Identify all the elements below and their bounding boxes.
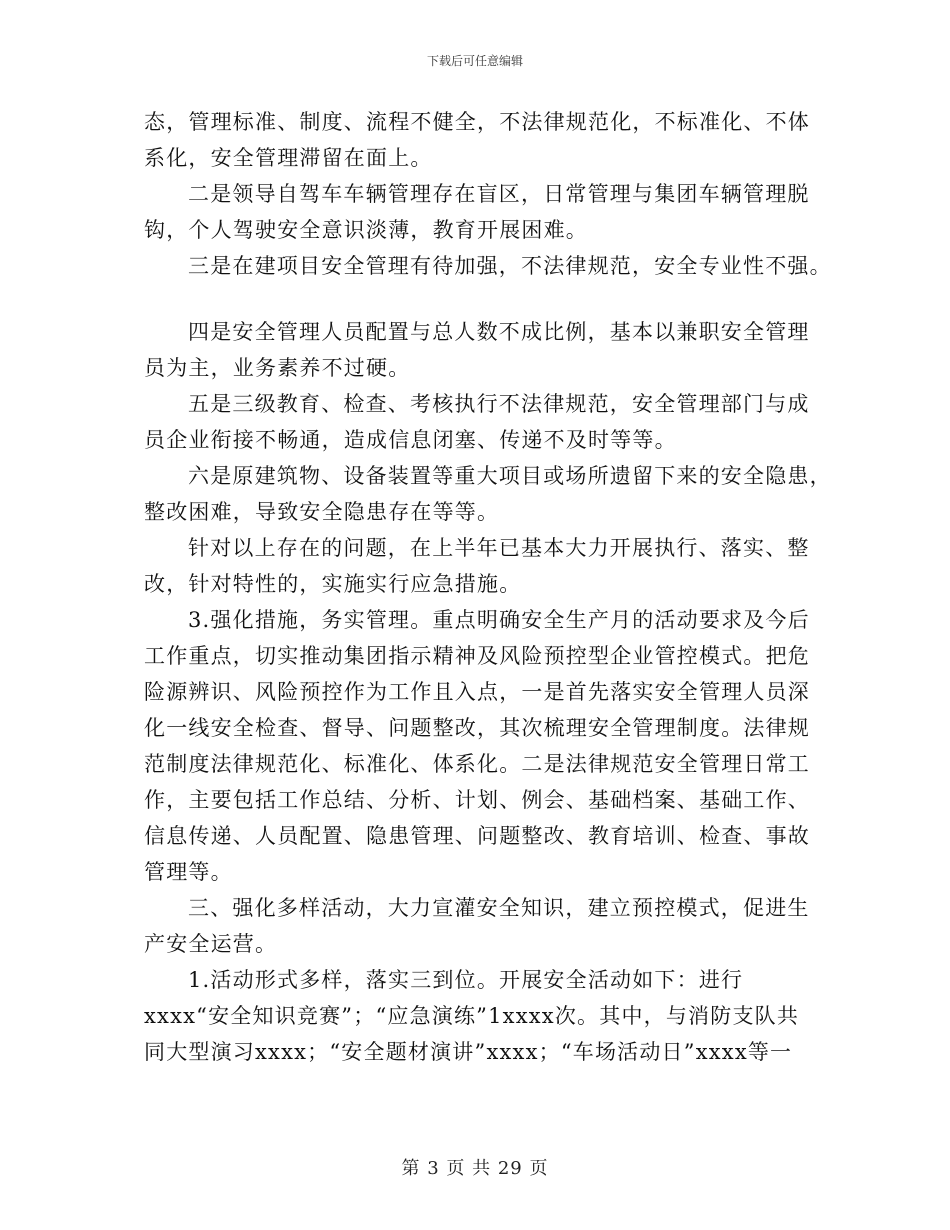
body-line: 钩，个人驾驶安全意识淡薄，教育开展困难。 [144,218,588,242]
body-line: 改，针对特性的，实施实行应急措施。 [144,572,522,596]
body-line: 四是安全管理人员配置与总人数不成比例，基本以兼职安全管理 [188,320,810,344]
body-line: 产安全运营。 [144,932,278,956]
body-line: 化一线安全检查、督导、问题整改，其次梳理安全管理制度。法律规 [144,716,810,740]
body-line: 险源辨识、风险预控作为工作且入点，一是首先落实安全管理人员深 [144,680,810,704]
body-line: 三是在建项目安全管理有待加强，不法律规范，安全专业性不强。 [188,254,832,278]
body-line: 员企业衔接不畅通，造成信息闭塞、传递不及时等等。 [144,428,677,452]
body-line: 范制度法律规范化、标准化、体系化。二是法律规范安全管理日常工 [144,752,810,776]
page-header: 下载后可任意编辑 [426,54,523,68]
page-footer: 第 3 页 共 29 页 [401,1158,549,1179]
body-line: 同大型演习xxxx；“安全题材演讲”xxxx；“车场活动日”xxxx等一 [144,1040,793,1064]
body-line: 作，主要包括工作总结、分析、计划、例会、基础档案、基础工作、 [144,788,810,812]
body-line: 针对以上存在的问题，在上半年已基本大力开展执行、落实、整 [188,536,810,560]
body-line: 二是领导自驾车车辆管理存在盲区，日常管理与集团车辆管理脱 [188,182,810,206]
body-line: 三、强化多样活动，大力宣灌安全知识，建立预控模式，促进生 [188,896,810,920]
body-line: 系化，安全管理滞留在面上。 [144,146,433,170]
body-line: 态，管理标准、制度、流程不健全，不法律规范化，不标准化、不体 [144,110,810,134]
body-line: 五是三级教育、检查、考核执行不法律规范，安全管理部门与成 [188,392,810,416]
body-line: 管理等。 [144,860,233,884]
body-line: 信息传递、人员配置、隐患管理、问题整改、教育培训、检查、事故 [144,824,810,848]
body-line: 员为主，业务素养不过硬。 [144,356,411,380]
body-line: 六是原建筑物、设备装置等重大项目或场所遗留下来的安全隐患， [188,464,832,488]
body-line: 整改困难，导致安全隐患存在等等。 [144,500,500,524]
body-line: 工作重点，切实推动集团指示精神及风险预控型企业管控模式。把危 [144,644,810,668]
body-line: xxxx“安全知识竞赛”；“应急演练”1xxxx次。其中，与消防支队共 [144,1004,800,1028]
body-line: 3.强化措施，务实管理。重点明确安全生产月的活动要求及今后 [188,608,810,632]
document-body [144,104,832,1070]
body-line: 1.活动形式多样，落实三到位。开展安全活动如下：进行 [188,968,744,992]
